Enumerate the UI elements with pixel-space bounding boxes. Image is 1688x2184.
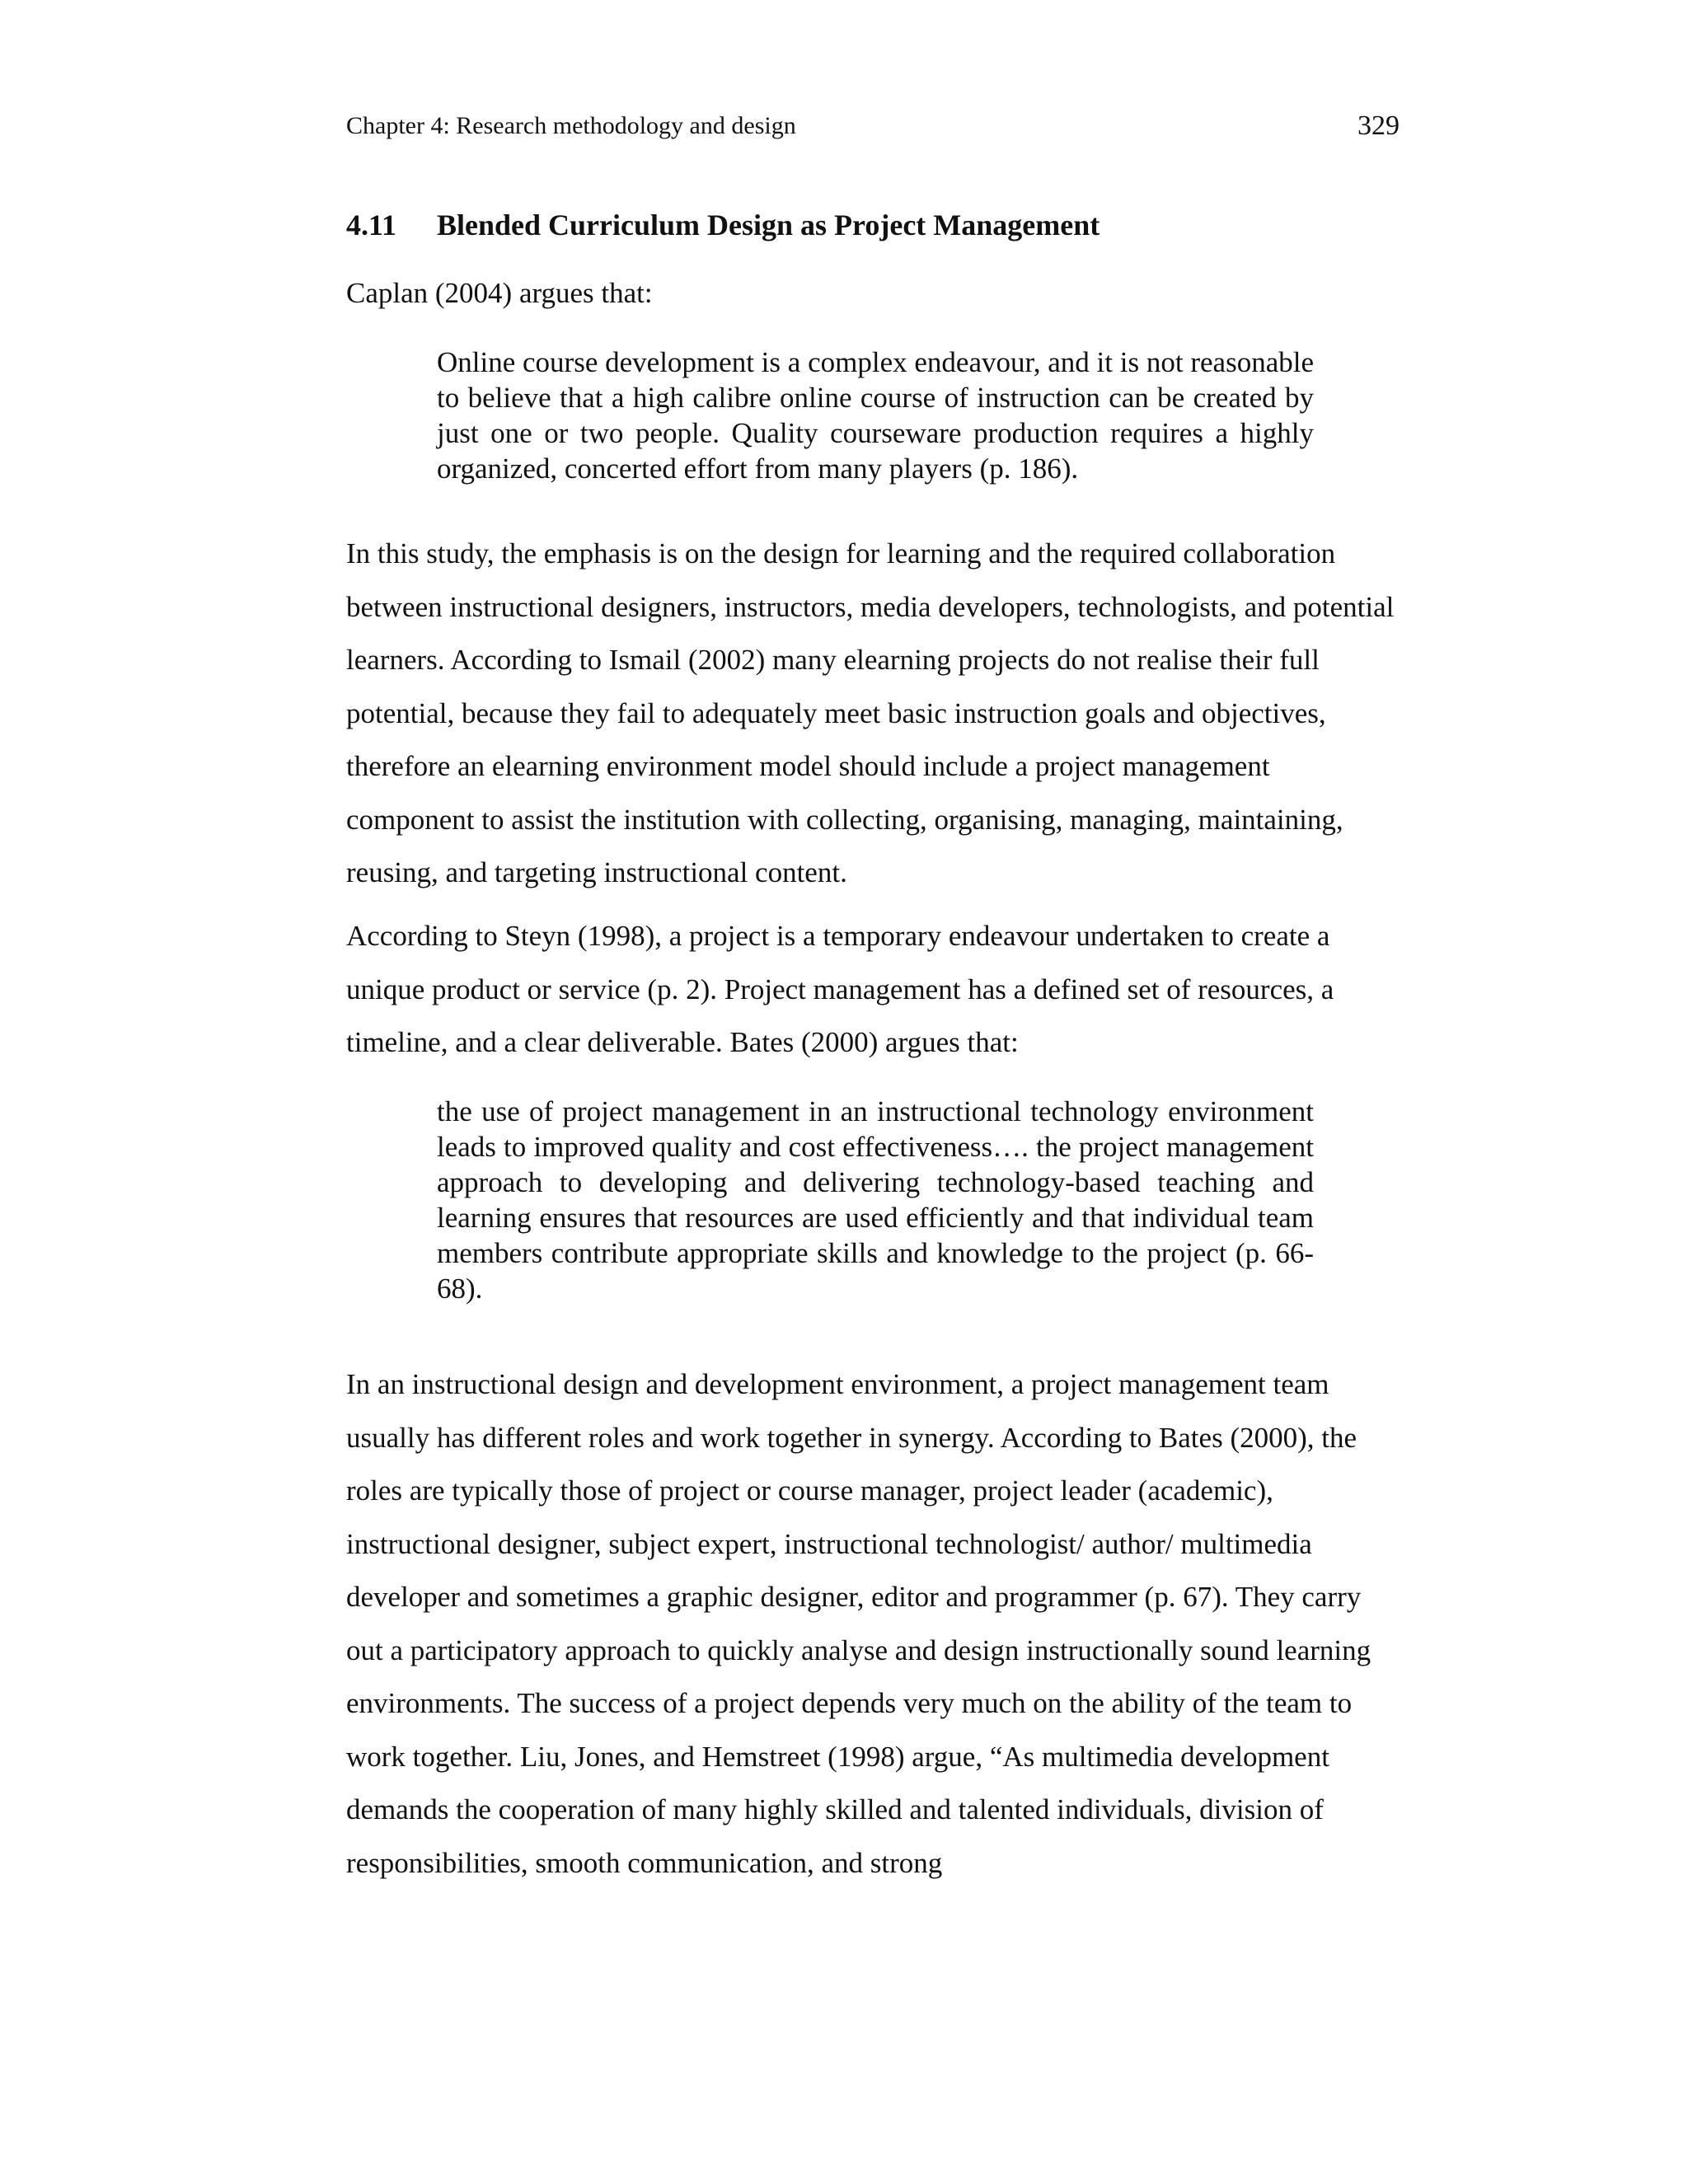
page-number: 329 bbox=[1357, 110, 1400, 141]
body-paragraph-3: In an instructional design and development environment, a project management team usually has different roles and work together in synergy. According to Bates (2000), the roles are typically those of project or course manager, project leader (academic), instructional designer, subject expert, instructional technologist/ author/ multimedia developer and sometimes a graphic designer, editor and programmer (p. 67). They carry out a participatory approach to quickly analyse and design instructionally sound learning environments. The success of a project depends very much on the ability of the team to work together. Liu, Jones, and Hemstreet (1998) argue, “As multimedia development demands the cooperation of many highly skilled and talented individuals, division of responsibilities, smooth communication, and strong bbox=[346, 1368, 1372, 1879]
chapter-title: Chapter 4: Research methodology and design bbox=[346, 112, 796, 139]
body-paragraph-2: According to Steyn (1998), a project is a temporary endeavour undertaken to create a unique product or service (p. 2). Project management has a defined set of resources, a timeline, and a clear deliverable. Bates (2000) argues that: bbox=[346, 920, 1334, 1058]
block-quote-bates: the use of project management in an instructional technology environment leads to improved quality and cost effectiveness…. the project management approach to developing and delivering technology-based teaching and learning ensures that resources are used efficiently and that individual team members contribute appropriate skills and knowledge to the project (p. 66-68). bbox=[437, 1095, 1314, 1305]
lead-sentence: Caplan (2004) argues that: bbox=[346, 277, 653, 309]
running-header bbox=[346, 109, 1400, 143]
section-title: Blended Curriculum Design as Project Management bbox=[437, 209, 1100, 241]
body-paragraph-1: In this study, the emphasis is on the design for learning and the required collaboration between instructional designers, instructors, media developers, technologists, and potential learners. According to Ismail (2002) many elearning projects do not realise their full potential, because they fail to adequately meet basic instruction goals and objectives, therefore an elearning environment model should include a project management component to assist the institution with collecting, organising, managing, maintaining, reusing, and targeting instructional content. bbox=[346, 537, 1395, 888]
block-quote-caplan: Online course development is a complex endeavour, and it is not reasonable to believe that a high calibre online course of instruction can be created by just one or two people. Quality courseware production requires a highly organized, concerted effort from many players (p. 186). bbox=[437, 346, 1314, 485]
section-heading bbox=[346, 207, 1100, 243]
section-number: 4.11 bbox=[346, 209, 397, 241]
